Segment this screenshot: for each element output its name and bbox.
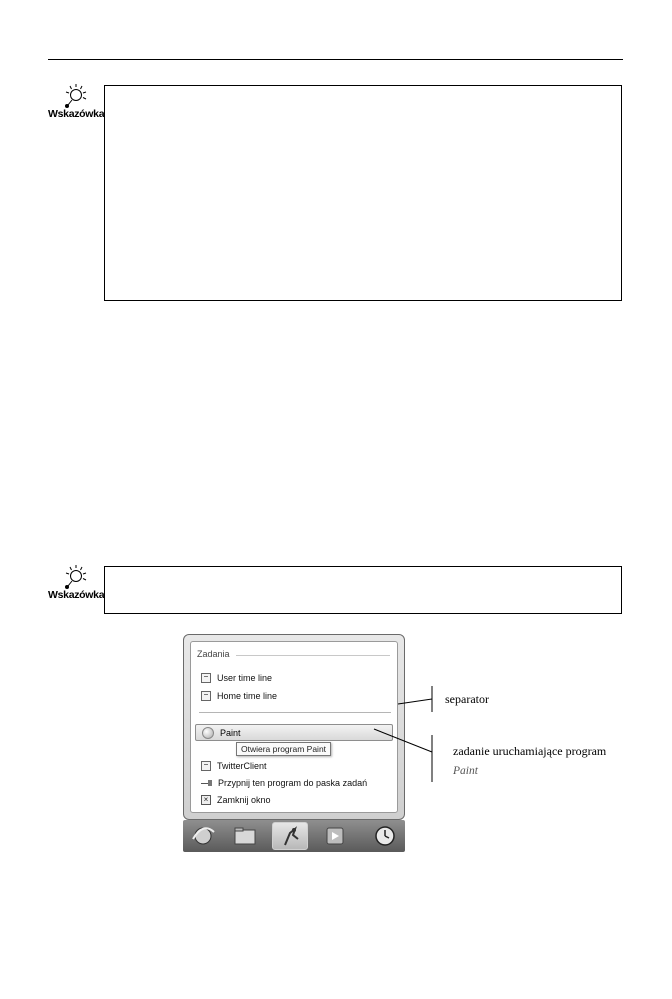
pinned-item-label: User time line	[217, 672, 273, 683]
task-callout-program: Paint	[453, 765, 478, 777]
tooltip: Otwiera program Paint	[236, 742, 331, 756]
app-item-label: Zamknij okno	[217, 794, 271, 805]
app-item-label: TwitterClient	[217, 760, 267, 771]
tip-label: Wskazówka	[48, 589, 105, 601]
app-item-label: Przypnij ten program do paska zadań	[218, 777, 368, 788]
task-item-label: Paint	[220, 727, 241, 738]
pinned-item-label: Home time line	[217, 690, 278, 701]
close-icon: ×	[201, 795, 211, 805]
separator-callout: separator	[445, 692, 489, 706]
tip-label: Wskazówka	[48, 108, 105, 120]
task-callout: zadanie uruchamiające program	[453, 744, 607, 758]
section-header: Zadania	[197, 649, 230, 659]
